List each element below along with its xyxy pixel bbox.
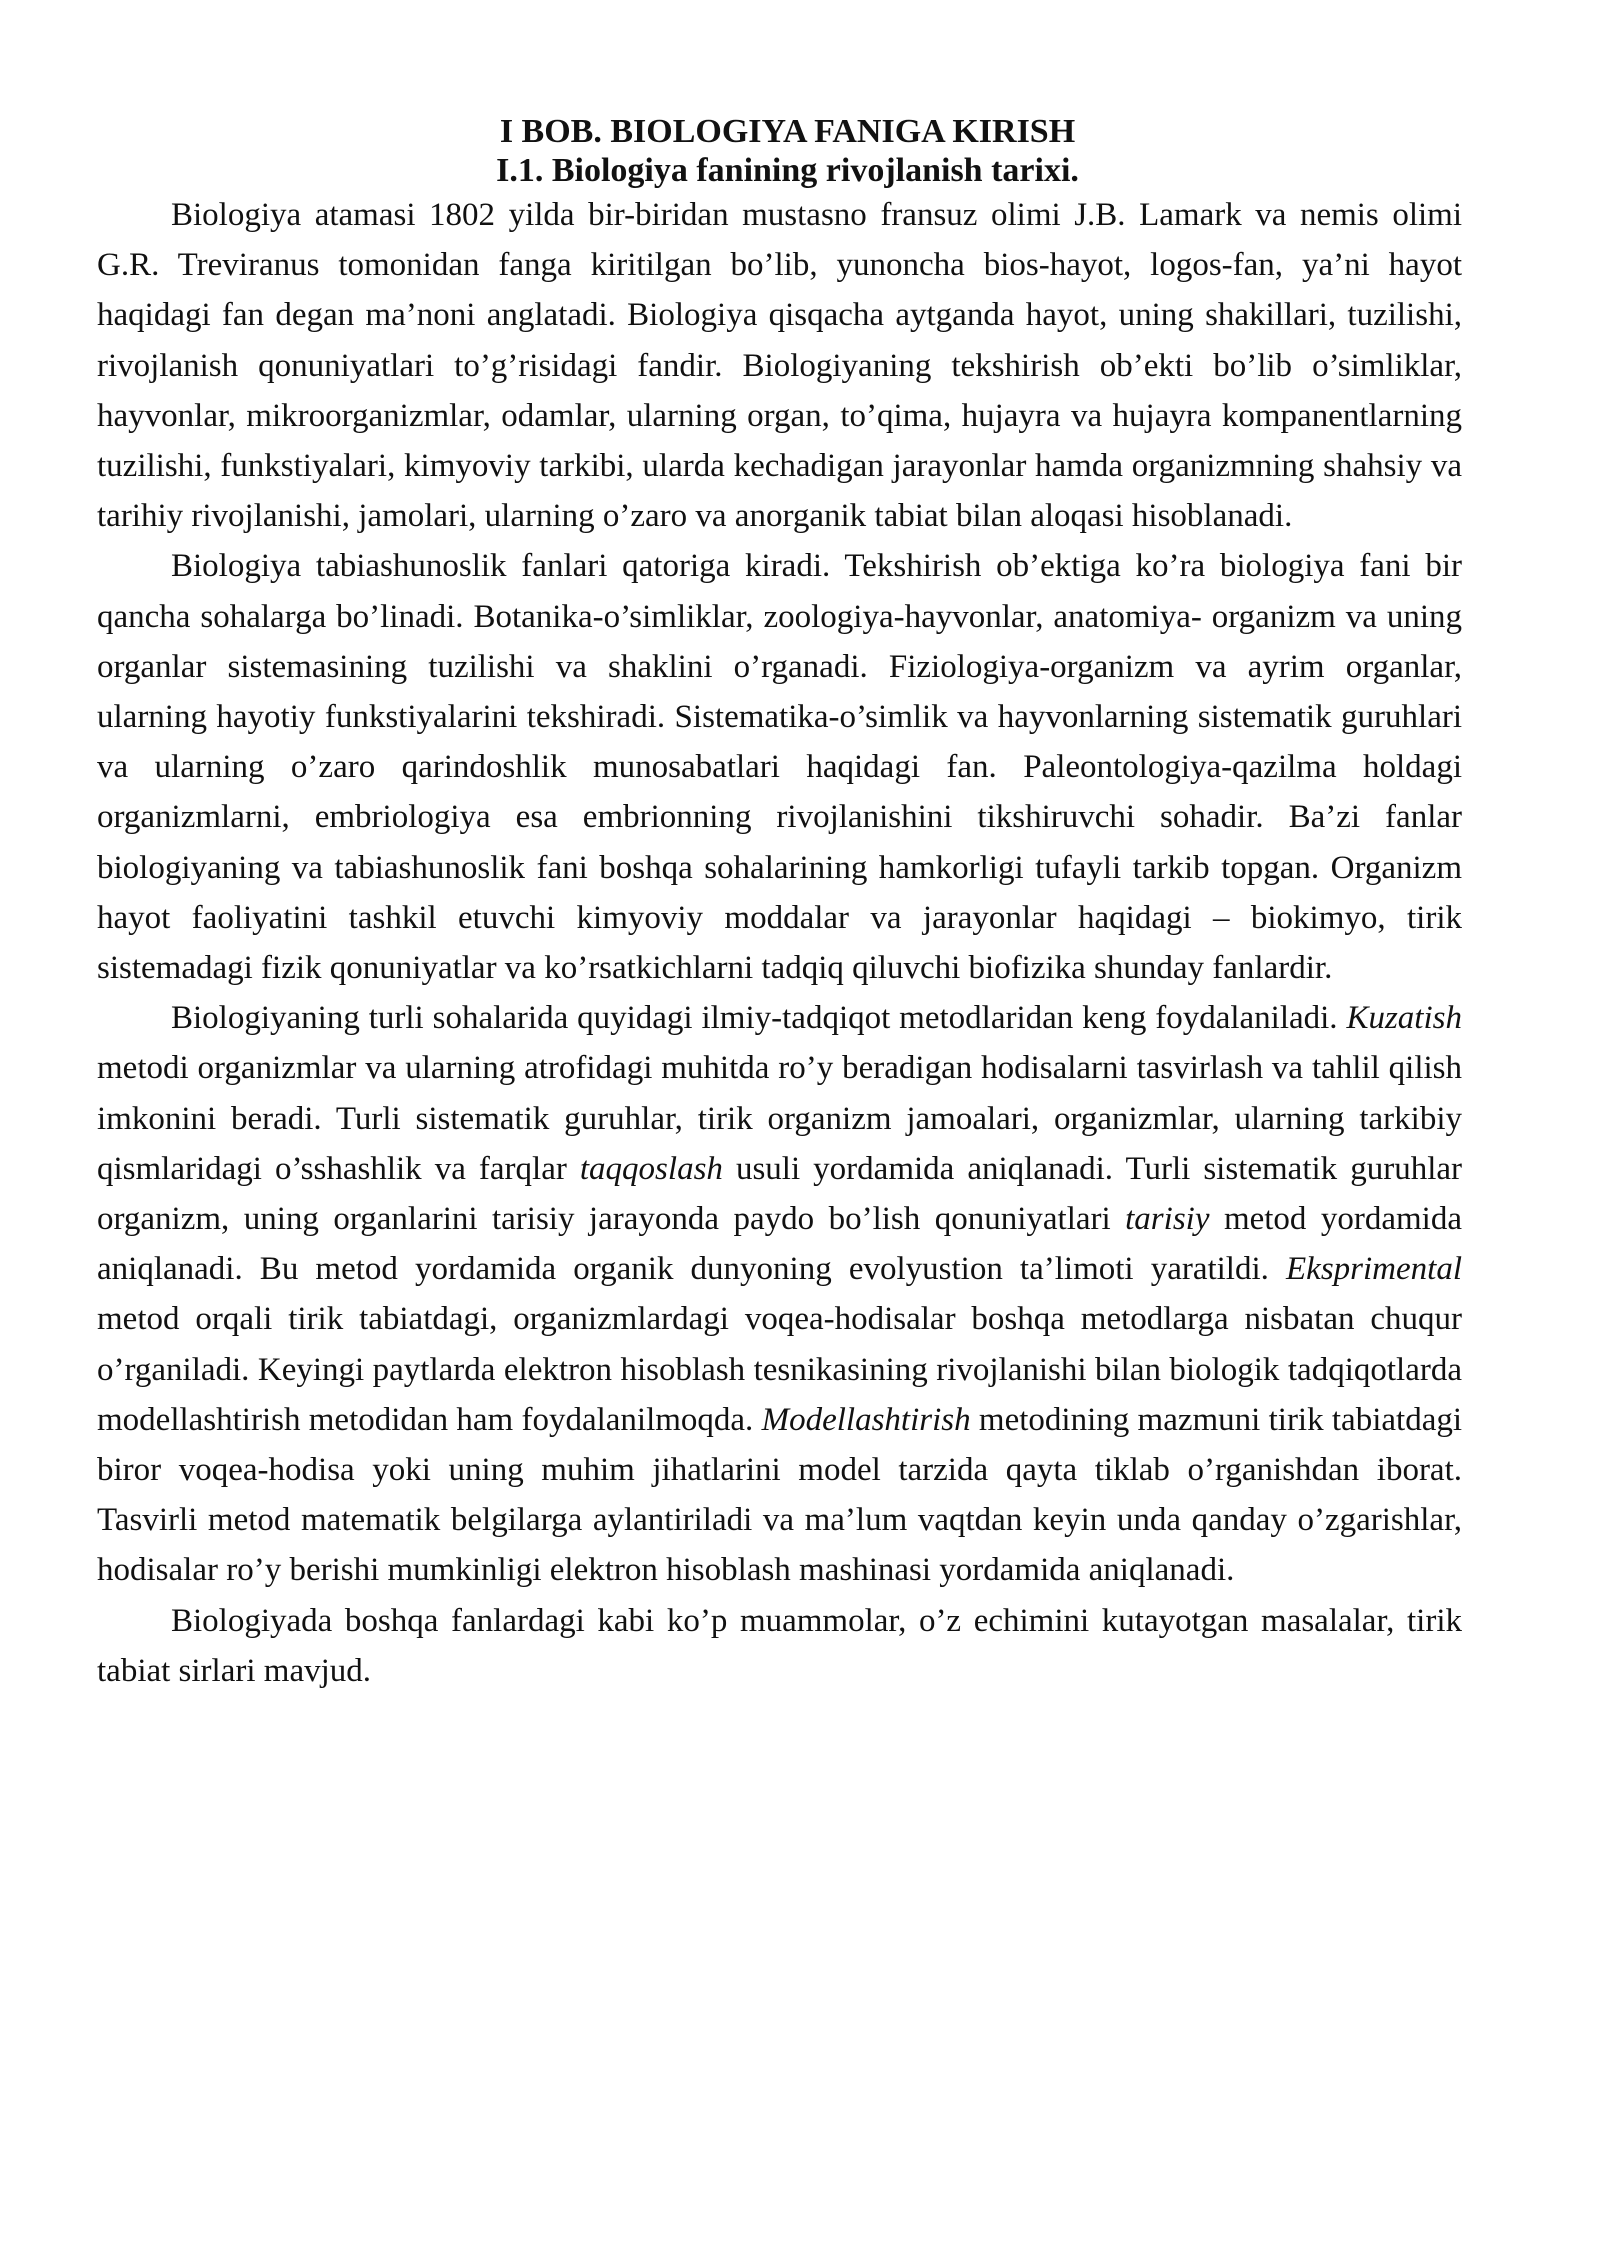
chapter-title: I BOB. BIOLOGIYA FANIGA KIRISH <box>499 113 1076 150</box>
paragraph-text: metod yordamida aniqlanadi. Bu metod yordamida organik dunyoning evolyustion ta’limoti yaratildi. <box>97 1201 1463 1288</box>
paragraph <box>97 190 1462 541</box>
paragraph <box>97 541 1462 993</box>
paragraph-text: Biologiyada boshqa fanlardagi kabi ko’p muammolar, o’z echimini kutayotgan masalalar, tirik tabiat sirlari mavjud. <box>97 1602 1462 1689</box>
paragraph-text: Biologiyaning turli sohalarida quyidagi ilmiy-tadqiqot metodlaridan keng foydalaniladi. <box>171 1000 1347 1037</box>
paragraph-text: metod orqali tirik tabiatdagi, organizmlardagi voqea-hodisalar boshqa metodlarga nisbatan chuqur o’rganiladi. Keyingi paytlarda elektron hisoblash tesnikasining rivojlanishi bilan biologik tadqiqotlarda modellashtirish metodidan ham foydalanilmoqda. <box>97 1301 1462 1438</box>
paragraph-text: Biologiya atamasi 1802 yilda bir-biridan mustasno fransuz olimi J.B. Lamark va nemis olimi G.R. Treviranus tomonidan fanga kiritilgan bo’lib, yunoncha bios-hayot, logos-fan, ya’ni hayot haqidagi fan degan ma’noni anglatadi. Biologiya qisqacha aytganda hayot, uning shakillari, tuzilishi, rivojlanish qonuniyatlari to’g’risidagi fandir. Biologiyaning tekshirish ob’ekti bo’lib o’simliklar, hayvonlar, mikroorganizmlar, odamlar, ularning organ, to’qima, hujayra va hujayra kompanentlarning tuzilishi, funkstiyalari, kimyoviy tarkibi, ularda kechadigan jarayonlar hamda organizmning shahsiy va tarihiy rivojlanishi, jamolari, ularning o’zaro va anorganik tabiat bilan aloqasi hisoblanadi. <box>97 197 1462 535</box>
italic-term: Modellashtirish <box>761 1401 971 1438</box>
paragraph <box>97 1596 1462 1696</box>
paragraph <box>97 993 1462 1595</box>
paragraph-text: Biologiya tabiashunoslik fanlari qatoriga kiradi. Tekshirish ob’ektiga ko’ra biologiya fani bir qancha sohalarga bo’linadi. Botanika-o’simliklar, zoologiya-hayvonlar, anatomiya- organizm va uning organlar sistemasining tuzilishi va shaklini o’rganadi. Fiziologiya-organizm va ayrim organlar, ularning hayotiy funkstiyalarini tekshiradi. Sistematika-o’simlik va hayvonlarning sistematik guruhlari va ularning o’zaro qarindoshlik munosabatlari haqidagi fan. Paleontologiya-qazilma holdagi organizmlarni, embriologiya esa embrionning rivojlanishini tikshiruvchi sohadir. Ba’zi fanlar biologiyaning va tabiashunoslik fani boshqa sohalarining hamkorligi tufayli tarkib topgan. Organizm hayot faoliyatini tashkil etuvchi kimyoviy moddalar va jarayonlar haqidagi – biokimyo, tirik sistemadagi fizik qonuniyatlar va ko’rsatkichlarni tadqiq qiluvchi biofizika shunday fanlardir. <box>97 548 1462 987</box>
document-body <box>97 112 1462 1696</box>
italic-term: Eksprimental <box>1286 1251 1462 1288</box>
paragraph-text: metodining mazmuni tirik tabiatdagi biror voqea-hodisa yoki uning muhim jihatlarini model tarzida qayta tiklab o’rganishdan iborat. Tasvirli metod matematik belgilarga aylantiriladi va ma’lum vaqtdan keyin unda qanday o’zgarishlar, hodisalar ro’y berishi mumkinligi elektron hisoblash mashinasi yordamida aniqlanadi. <box>97 1401 1463 1589</box>
paragraph-text: usuli yordamida aniqlanadi. Turli sistematik guruhlar organizm, uning organlarini tarisiy jarayonda paydo bo’lish qonuniyatlari <box>97 1150 1462 1238</box>
italic-term: Kuzatish <box>1346 1000 1462 1037</box>
italic-term: tarisiy <box>1125 1201 1210 1238</box>
italic-term: taqqoslash <box>579 1150 723 1187</box>
paragraph-text: metodi organizmlar va ularning atrofidagi muhitda ro’y beradigan hodisalarni tasvirlash va tahlil qilish imkonini beradi. Turli sistematik guruhlar, tirik organizm jamoalari, organizmlar, ularning tarkibiy qismlaridagi o’sshashlik va farqlar <box>97 1050 1462 1187</box>
section-title: I.1. Biologiya fanining rivojlanish tarixi. <box>496 152 1079 189</box>
